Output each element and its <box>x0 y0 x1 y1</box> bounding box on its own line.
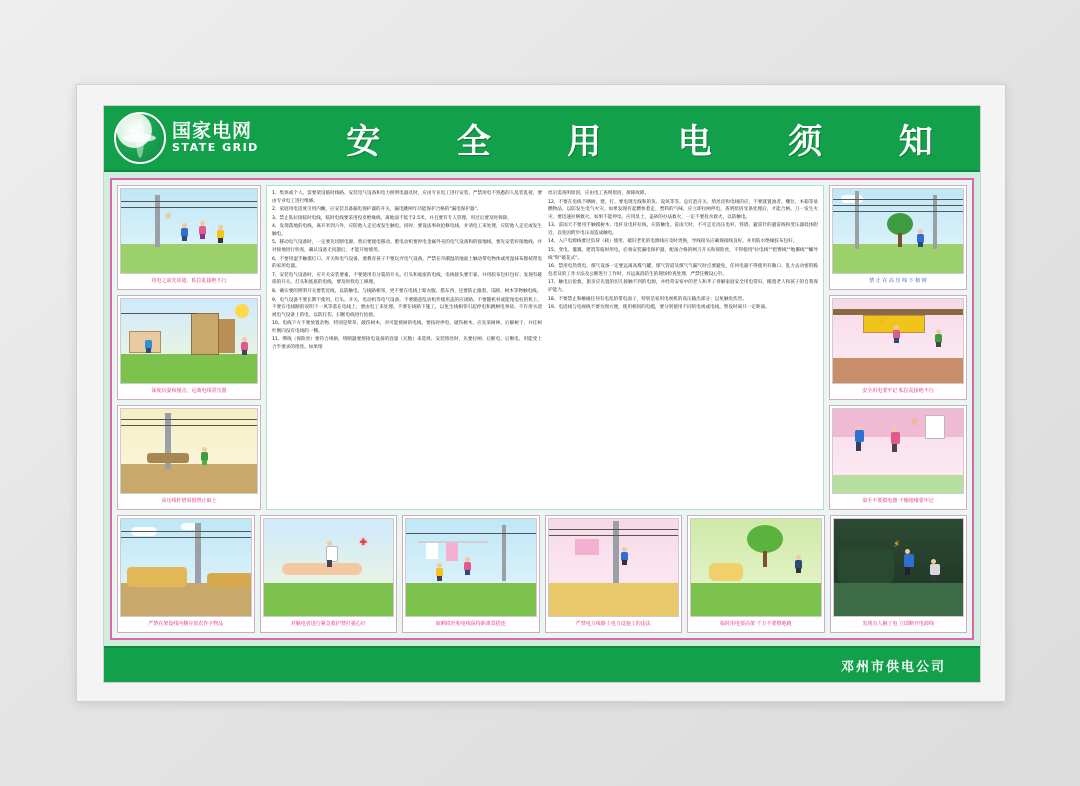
logo-label-cn: 国家电网 <box>172 120 253 143</box>
title-char-6: 知 <box>898 121 935 162</box>
picture-caption: 高压线杆塔周围禁止取土 <box>161 497 217 504</box>
picture-card <box>117 405 261 510</box>
illustration-temporary-line-high <box>690 518 822 617</box>
picture-caption: 用电之前先串通，私拉乱接绝不行 <box>151 277 227 284</box>
board-body <box>104 172 980 646</box>
rule-paragraph: 9、电气设备不要长期不使用。灯头、开关、电动机等电气设备，不要随意乱动机件使用盖的应闭路。不要随机村或能尾电柱的机上。不要在电线断的说明下一风等落在电线上，要由电工来处理。不要在线路下施工，以免生线相邻引起停电和跳闸电事故。不许用水浇被电气设备上的电，以防打伤，扫断电线进行抢救。 <box>272 297 542 318</box>
page-title <box>309 106 972 170</box>
picture-caption: 深度玩耍和撞击，远离电线常压器 <box>151 387 227 394</box>
picture-card <box>829 295 967 400</box>
picture-caption: 晾晒铁丝和电线保持距离莫搭连 <box>435 620 506 627</box>
picture-card <box>687 515 825 633</box>
rule-paragraph: 10、电线下方不要放置杂物，特别是柴草、破伤树木，对可能被树的电线，要按时停电、破伤树木，应先采树林、后解树干，并任树叶倒向没有电线的一侧。 <box>272 321 542 334</box>
picture-caption: 安全用电要牢记 私拉乱接绝不行 <box>862 387 934 394</box>
picture-caption: 湿手不要摸电器 干燥地缘要牢记 <box>862 497 934 504</box>
rule-paragraph: 1、集体或个人，需要架设临时线路、安装电气设备和电力照明电器具时，应由专业电工进行安装。严禁用电不熟悉的人乱装乱接，要由专业电工进行维修。 <box>272 191 542 204</box>
rule-paragraph: 19、电话线与电视线不要为图方便，使用相同的电缆，要分别使用不同的电视或电线。暂没时离开一定距离。 <box>548 305 770 311</box>
rule-paragraph: 13、雷雨天不要用手触摸树木、电杆及电杆拉线，应防触电。雷雨天时，不可走近高压电杆、铁塔、避雷针的避雷线和变压器低体附近，以免因跨步电压而造成触电。 <box>548 223 818 236</box>
picture-caption: 临时用电要高架 千万不要擦地跑 <box>719 620 792 627</box>
state-grid-logo <box>114 112 304 164</box>
title-char-2: 全 <box>456 121 493 162</box>
illustration-cut-power-rescue: ⚡ <box>833 518 965 617</box>
logo-text <box>172 122 259 153</box>
picture-card <box>545 515 683 633</box>
illustration-no-climbing-pole <box>548 518 680 617</box>
globe-icon <box>114 112 166 164</box>
picture-card <box>830 515 968 633</box>
safety-board-outer <box>76 84 1006 702</box>
illustration-tree-under-hv-line <box>832 188 964 274</box>
picture-card <box>829 185 967 290</box>
rule-paragraph: 5、移动电气设备时，一定要先切断电源，然后要使电移动。肥电动机要停电金属外壳的电气设备和的接地线，要先安装好接地线，并对接地进行检查，确认设备无问题后，才能开始使用。 <box>272 240 542 254</box>
text-column-2 <box>548 190 818 505</box>
picture-card <box>117 185 261 290</box>
right-picture-column <box>829 185 967 510</box>
illustration-pole-base-digging <box>120 408 258 494</box>
safety-board <box>103 105 981 683</box>
picture-caption: 严禁电力线路上电力设施上的违法 <box>575 620 651 627</box>
rule-paragraph: 丝后需查明原因，应由电工查明原因，排除故障。 <box>548 191 650 196</box>
illustration-haystack-near-pole <box>120 518 252 617</box>
rule-paragraph: 2、家庭用电适度引用内酮，应安装具备漏电保护器的开关，漏电跳闸年功能保护合格的"漏电保护器"。 <box>272 207 482 213</box>
illustration-children-near-transformer <box>120 298 258 384</box>
rule-paragraph: 7、安装电气设备时，应开关安装要素，不要使用有分裂的开关。灯头和底座的电线，电线接头要牢靠，并用胶布包好包好；发现有破损的开关、灯头和底座的电线，要及时找电工修理。 <box>272 272 542 286</box>
rule-paragraph: 17、触电后抢救，旅亲应先置的切几接触不到的电源，并经常安家中的老人和齐子讲解家庭安全用电常识，搬置老人和孩子的自我保护能力。 <box>548 280 818 293</box>
illustration-indoor-wiring-danger: ⚡ <box>832 298 964 384</box>
illustration-workers-and-pole: ⚡ <box>120 188 258 274</box>
left-picture-column <box>117 185 261 510</box>
title-char-5: 须 <box>788 121 825 162</box>
title-char-1: 安 <box>346 121 383 162</box>
board-footer <box>104 646 980 682</box>
picture-card <box>260 515 398 633</box>
content-frame <box>110 178 974 640</box>
rule-paragraph: 16、禁用电热烧电，煤气设备一定要远离高煤气罐、煤气管道及煤气气漏气时点要避免，任何电器不得使用有敞口、乱力去动密的脆包者及的工作方法及公断进行工作时，并远离消防生的现场检查处理，严禁任敷设心针。 <box>548 264 818 277</box>
rule-paragraph: 12、不要在电线下晒树、建、打、要电现无线和的负、设风等等。总灯泡开关、熔丝皮和电线的应，不要就置油者。棚位、木箱等易燃物品，以防发生电气火灾。如果发现有起燃快着走，塑料的气味，应立即拉闸停电，查明原因受条处理后，才能合闸。刀一发生火灾，要迅速拉闸救火。如果不能停电、应用显土，盖砂的办法救火，一定不要投水救火，以防触电。 <box>548 199 818 220</box>
picture-card <box>117 295 261 400</box>
logo-label-en: STATE GRID <box>172 141 259 155</box>
illustration-wet-hands-warning: ⚡ <box>832 408 964 494</box>
rule-paragraph: 11、绑线（保险丝）要符合规格，熔断器要熔接电设备的容量（瓦数）来选择。安装熔丝时，先要拉闸、后断电、后断电、用能变上合乎要求的熔丝。如果熔 <box>272 337 542 350</box>
rule-paragraph: 4、发现落地的电线，离开米到六外，应防他人走近或发生触电。同时，要设法事故抢修电线，并请电工来处理，应防他人走近或发生触电。 <box>272 224 542 237</box>
picture-card <box>829 405 967 510</box>
picture-card <box>117 515 255 633</box>
rule-paragraph: 18、不要禁止和触碰任何有电乱的带电面子，特别是家用电视机的高压输出部分；以免触电伤害。 <box>548 296 747 302</box>
top-row <box>117 185 967 510</box>
issuing-organization: 邓州市供电公司 <box>840 659 946 675</box>
rule-paragraph: 3、禁止私拉接临时电线，临时电线要采用投皮绝缘线，离地面不低于2.5米，并且要有专人管理，用过后要及时拆除。 <box>272 215 512 221</box>
board-header <box>104 106 980 172</box>
illustration-first-aid-no-injection: ✚ <box>263 518 395 617</box>
illustration-clothesline-near-wire <box>405 518 537 617</box>
rule-paragraph: 14、入户电源线要过负荷（载）使用，破旧老化的电源线应及时更换，导线接头应确保接线良好。并用防水绝缘胶布包好。 <box>548 239 798 245</box>
picture-caption: 对触电者进行紧急救护禁打强心针 <box>290 620 366 627</box>
rule-paragraph: 6、不要用湿手触摸灯口、开关和电气设备，要教育孩子不要玩弄电气设备。严禁在市潮湿的地面上触动带电物体或用湿抹布擦拭带电的家用电器。 <box>272 256 542 270</box>
picture-card <box>402 515 540 633</box>
bottom-picture-row <box>117 515 967 633</box>
picture-caption: 发现有人触了电 立即断开电源线 <box>862 620 935 627</box>
text-column-1 <box>272 190 542 505</box>
rule-paragraph: 15、变电、灌溉、建筑等临时用电，必须安装漏电保护器，配备合格的闸刀开关和保险丝，不得使用"拉电线""把臀线""地挪线""螺导线"和"破花式"。 <box>548 248 818 261</box>
picture-caption: 禁 止 在 高 压 线 下 植 树 <box>869 277 927 284</box>
safety-rules-text <box>266 185 824 510</box>
rule-paragraph: 8、确实要的照明开关要装近线，以防触电，与线路相邻，更不要在电线上晾衣服、搭东西、还要防止撞着、瓜断、树木等物触电线。 <box>272 288 542 294</box>
title-char-4: 电 <box>677 121 714 162</box>
picture-caption: 严禁在架设线内侧存放农作字物品 <box>148 620 224 627</box>
title-char-3: 用 <box>567 121 604 162</box>
